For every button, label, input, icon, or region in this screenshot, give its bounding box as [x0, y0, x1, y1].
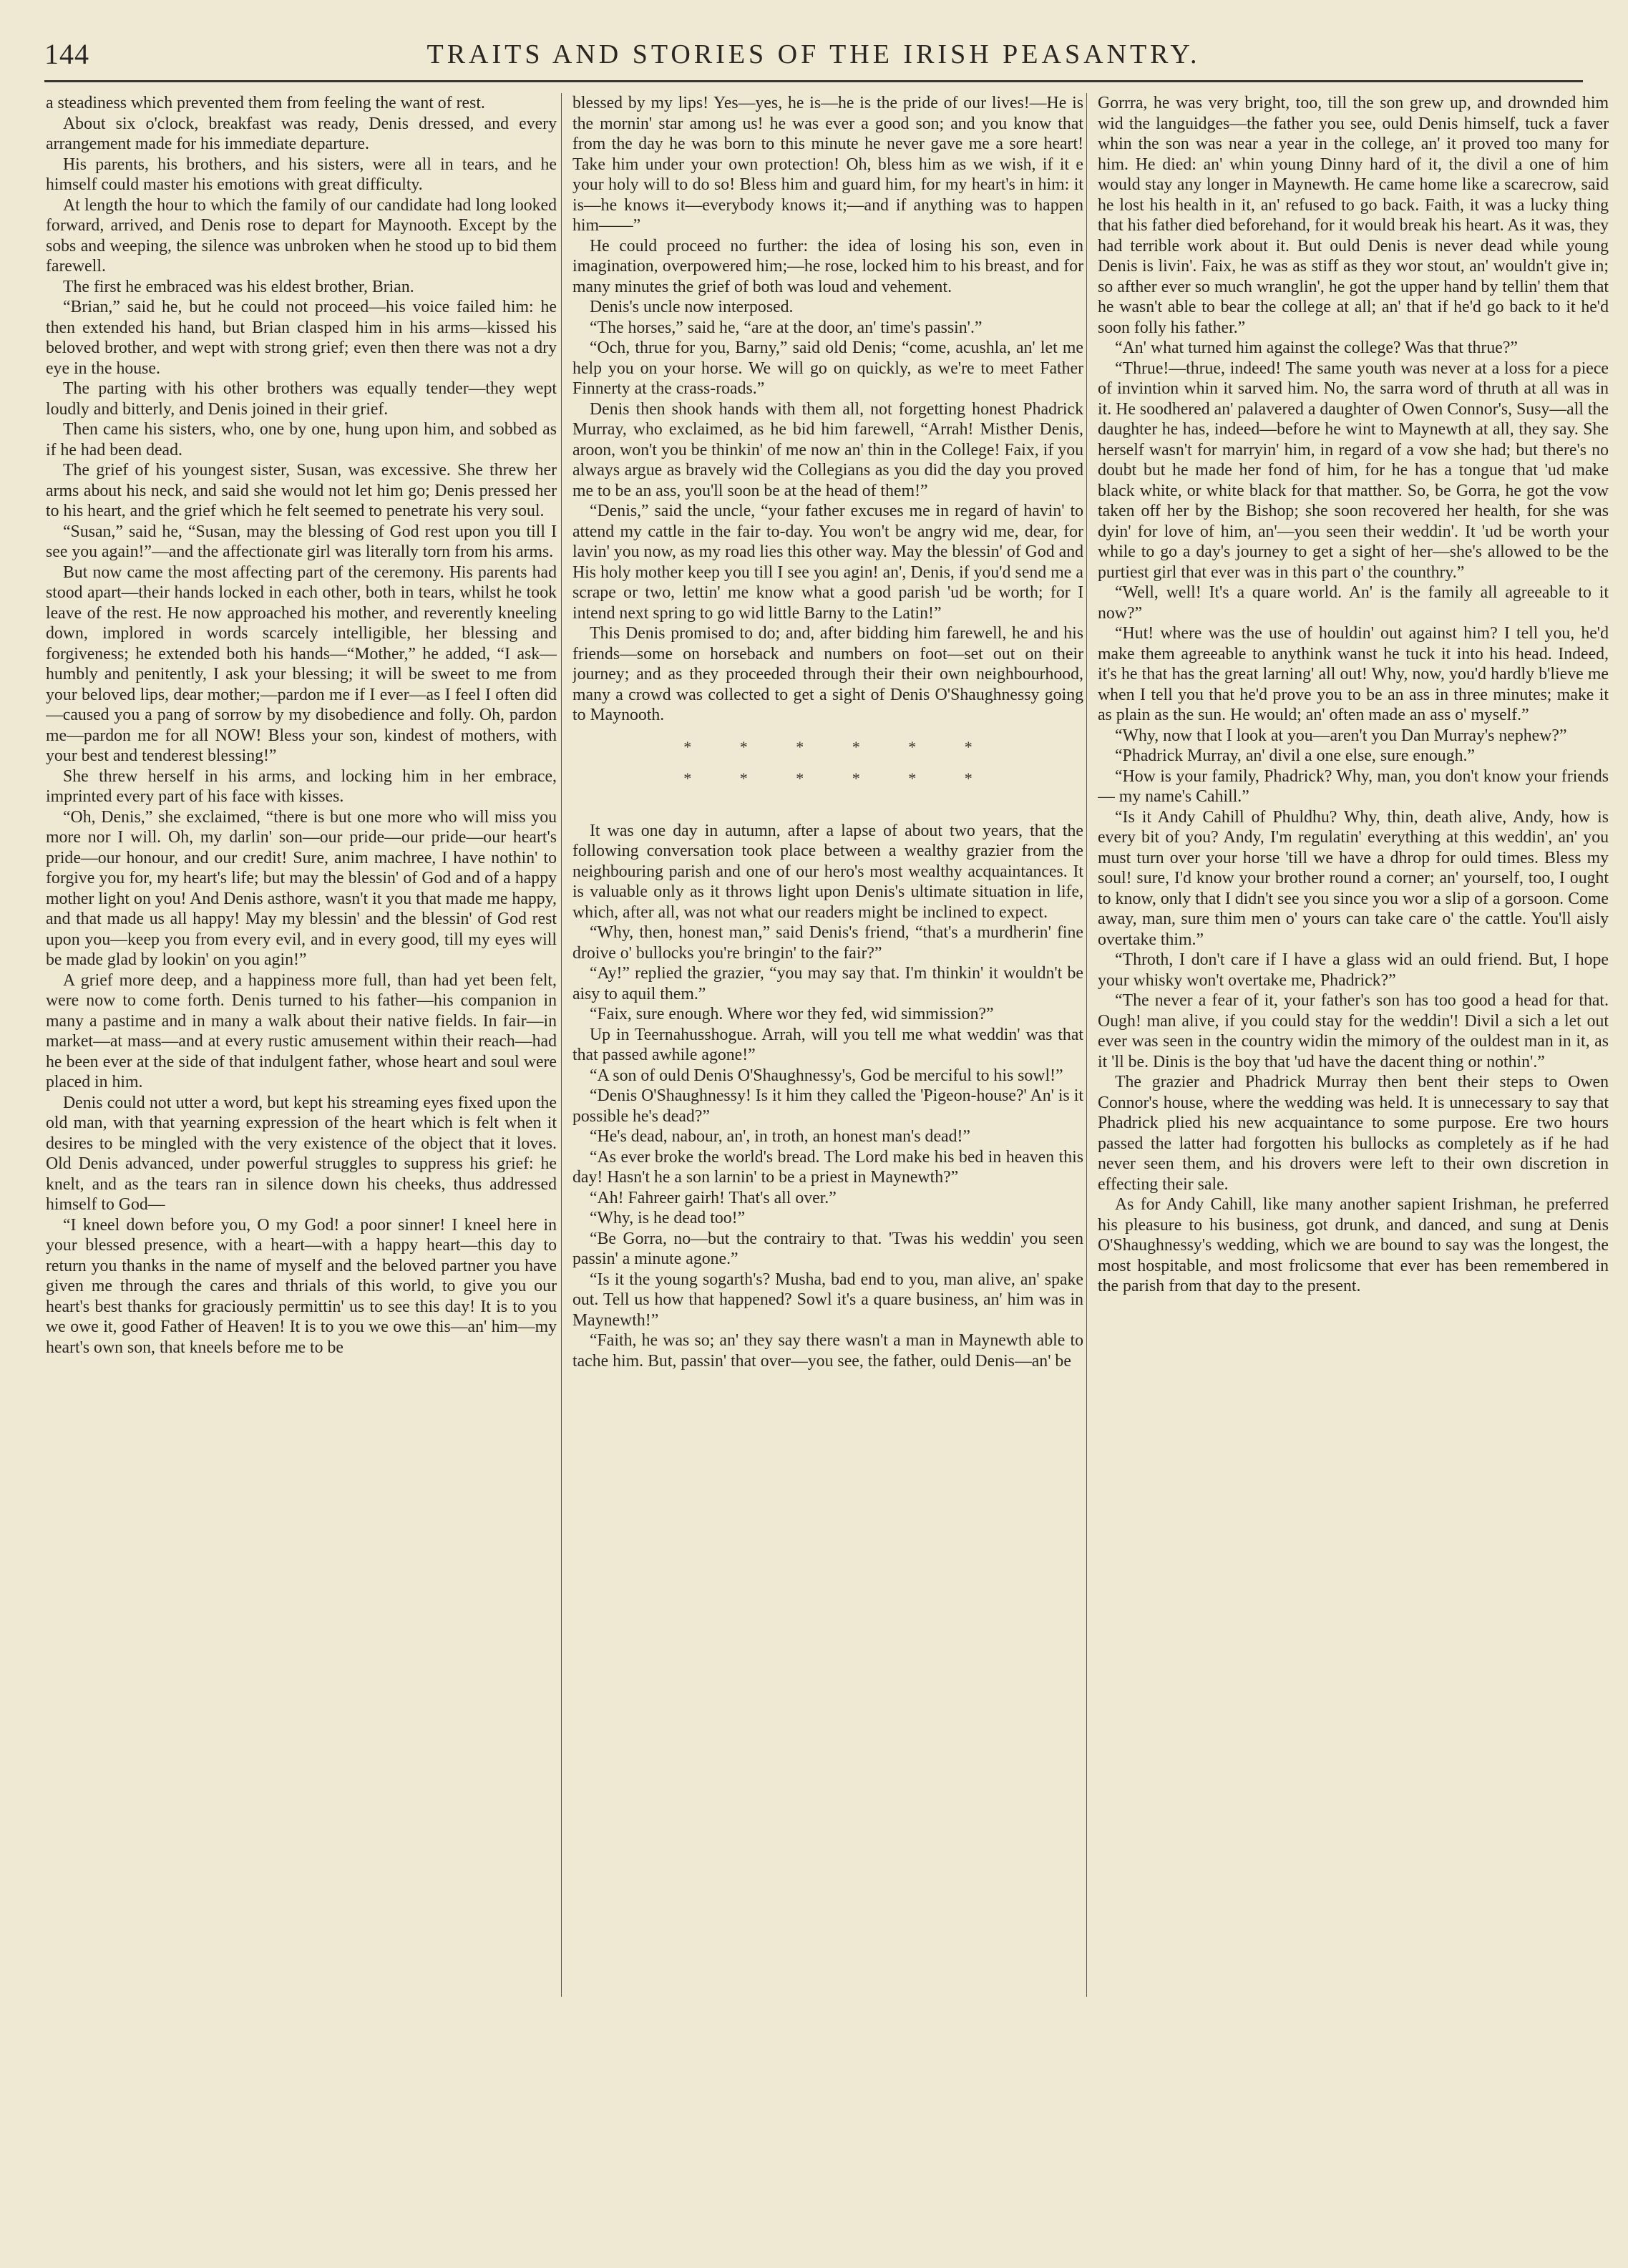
paragraph: “Be Gorra, no—but the contrairy to that. 'Twas his weddin' you seen passin' a minute agone.”: [572, 1229, 1083, 1268]
paragraph: “Ay!” replied the grazier, “you may say that. I'm thinkin' it wouldn't be aisy to aquil them.”: [572, 964, 1083, 1003]
column-separator: [561, 93, 562, 1997]
paragraph: The first he embraced was his eldest brother, Brian.: [63, 277, 414, 296]
paragraph: “Susan,” said he, “Susan, may the blessing of God rest upon you till I see you again!”—and the affectionate girl was literally torn from his arms.: [46, 522, 557, 561]
paragraph: Denis's uncle now interposed.: [590, 298, 794, 316]
paragraph: “Why, now that I look at you—aren't you Dan Murray's nephew?”: [1115, 726, 1567, 745]
paragraph: About six o'clock, breakfast was ready, Denis dressed, and every arrangement made for his immediate departure.: [46, 114, 557, 153]
paragraph: “Ah! Fahreer gairh! That's all over.”: [590, 1188, 837, 1207]
section-break-stars: * * * * * *: [683, 737, 973, 756]
paragraph: blessed by my lips! Yes—yes, he is—he is the pride of our lives!—He is the mornin' star among us! he was ever a good son; and you know that from the day he was born to this minute he never gave me a sore heart! Take him under your own protection! Oh, bless him as we wish, if it e your holy will to do so! Bless him and guard him, for my heart's in him: it is—he knows it—everybody knows it;—and if anything was to happen him——”: [572, 94, 1083, 235]
paragraph: “Oh, Denis,” she exclaimed, “there is but one more who will miss you more nor I will. Oh, my darlin' son—our pride—our pride—our heart's pride—our honour, and our credit! Sure, anim machree, I have nothin' to forgive you for, my heart's life; but may the blessin' of God and of a happy mother light on you! And Denis asthore, wasn't it you that made me happy, and that made us all happy! May my blessin' and the blessin' of God rest upon you—keep you from every evil, and in every good, till my eyes will be made glad by lookin' on you agin!”: [46, 807, 557, 969]
section-break-stars: * * * * * *: [683, 769, 973, 787]
running-title: TRAITS AND STORIES OF THE IRISH PEASANTRY.: [427, 39, 1201, 69]
column-3: [1098, 93, 1609, 2154]
paragraph: This Denis promised to do; and, after bidding him farewell, he and his friends—some on horseback and numbers on foot—set out on their journey; and as they proceeded through their their own neighbourhood, many a crowd was collected to get a sight of Denis O'Shaughnessy going to Maynooth.: [572, 624, 1083, 724]
paragraph: “Brian,” said he, but he could not proceed—his voice failed him: he then extended his hand, but Brian clasped him in his arms—kissed his beloved brother, and wept with strong grief; even then there was not a dry eye in the house.: [46, 298, 557, 378]
paragraph: “Och, thrue for you, Barny,” said old Denis; “come, acushla, an' let me help you on your horse. We will go on quickly, as we're to meet Father Finnerty at the crass-roads.”: [572, 339, 1083, 398]
paragraph: “Faith, he was so; an' they say there wasn't a man in Maynewth able to tache him. But, passin' that over—you see, the father, ould Denis—an' be: [572, 1331, 1083, 1371]
paragraph: “Throth, I don't care if I have a glass wid an ould friend. But, I hope your whisky won't overtake me, Phadrick?”: [1098, 950, 1609, 990]
paragraph: “Is it the young sogarth's? Musha, bad end to you, man alive, an' spake out. Tell us how that happened? Sowl it's a quare business, an' him was in Maynewth!”: [572, 1270, 1083, 1330]
paragraph: A grief more deep, and a happiness more full, than had yet been felt, were now to come forth. Denis turned to his father—his companion in many a pastime and in many a walk about their native fields. In fair—in market—at mass—and at every rustic amusement within their reach—had he been ever at the side of that indulgent father, whose heart and soul were placed in him.: [46, 970, 557, 1091]
paragraph: “Thrue!—thrue, indeed! The same youth was never at a loss for a piece of invintion whin it sarved him. No, the sarra word of thruth at all was in it. He soodhered an' palavered a daughter of Owen Connor's, Susy—all the daughter he has, indeed—before he wint to Maynewth at all, they say. She herself wasn't for marryin' him, in regard of a vow she had; but there's no doubt but he made her fond of him, for he has a tongue that 'ud make black white, or white black for that matther. So, be Gorra, he got the vow taken off her by the Bishop; she soon recovered her health, for she was dyin' for love of him, an'—you seen their weddin'. It 'ud be worth your while to go a day's journey to get a sight of her—she's allowed to be the purtiest girl that ever was in this part o' the counthry.”: [1098, 359, 1609, 582]
paragraph: As for Andy Cahill, like many another sapient Irishman, he preferred his pleasure to his business, got drunk, and danced, and sung at Denis O'Shaughnessy's wedding, which we are bound to say was the longest, the most hospitable, and most frolicsome that ever has been remembered in the parish from that day to the present.: [1098, 1195, 1609, 1295]
header-rule: [44, 80, 1583, 82]
paragraph: “Why, is he dead too!”: [590, 1209, 746, 1227]
paragraph: “Hut! where was the use of houldin' out against him? I tell you, he'd make them agreeable to anythink wanst he tuck it into his head. Indeed, it's he that has the great larning' all out! Why, now, you'd hardly b'lieve me when I tell you that he'd prove you to be an ass in three minutes; make it as plain as the sun. He would; an' often made an ass o' myself.”: [1098, 624, 1609, 724]
paragraph: “Denis,” said the uncle, “your father excuses me in regard of havin' to attend my cattle in the fair to-day. You won't be angry wid me, dear, for lavin' you now, as my road lies this other way. May the blessin' of God and His holy mother keep you till I see you agin! an', Denis, if you'd send me a scrape or two, lettin' me know what a good parish 'ud be worth; for I intend next spring to go wid little Barny to the Latin!”: [572, 502, 1083, 623]
paragraph: His parents, his brothers, and his sisters, were all in tears, and he himself could master his emotions with great difficulty.: [46, 155, 557, 194]
paragraph: a steadiness which prevented them from feeling the want of rest.: [46, 94, 485, 112]
paragraph: “Denis O'Shaughnessy! Is it him they called the 'Pigeon-house?' An' is it possible he's dead?”: [572, 1086, 1083, 1126]
paragraph: But now came the most affecting part of the ceremony. His parents had stood apart—their hands locked in each other, both in tears, whilst he took leave of the rest. He now approached his mother, and reverently kneeling down, implored in words scarcely intelligible, her blessing and forgiveness; he extended both his hands—“Mother,” he added, “I ask—humbly and penitently, I ask your blessing; it will be sweet to me from your beloved lips, dear mother;—pardon me if I ever—as I feel I often did—caused you a pang of sorrow by my disobedience and folly. Oh, pardon me—pardon me for all NOW! Bless your son, kindest of mothers, with your best and tenderest blessing!”: [46, 563, 557, 765]
page-number: 144: [44, 38, 89, 70]
paragraph: “Is it Andy Cahill of Phuldhu? Why, thin, death alive, Andy, how is every bit of you? Andy, I'm regulatin' everything at this weddin', an' you must turn over your horse 'till we have a dhrop for ould times. Bless my soul! sure, I'd know your brother round a corner; an' yourself, too, I ought to know, only that I didn't see you since you wor a slip of a gorsoon. Come away, man, sure thim men o' yours can take care o' the cattle. You'll aisly overtake thim.”: [1098, 807, 1609, 949]
page-header: [44, 34, 1583, 74]
paragraph: “He's dead, nabour, an', in troth, an honest man's dead!”: [590, 1127, 970, 1146]
paragraph: “The never a fear of it, your father's son has too good a head for that. Ough! man alive, if you could stay for the weddin'! Divil a sich a let out ever was seen in the country widin the mimory of the ouldest man in it, as it 'll be. Dinis is the boy that 'ud have the dacent thing or nothin'.”: [1098, 991, 1609, 1071]
paragraph: “Well, well! It's a quare world. An' is the family all agreeable to it now?”: [1098, 583, 1609, 623]
paragraph: Up in Teernahusshogue. Arrah, will you tell me what weddin' was that that passed awhile agone!”: [572, 1025, 1083, 1064]
paragraph: Denis could not utter a word, but kept his streaming eyes fixed upon the old man, with that yearning expression of the heart which is felt when it desires to be mingled with the very existence of the object that it loves. Old Denis advanced, under powerful struggles to suppress his grief: he knelt, and as the tears ran in silence down his cheeks, thus addressed himself to God—: [46, 1093, 557, 1214]
paragraph: He could proceed no further: the idea of losing his son, even in imagination, overpowered him;—he rose, locked him to his breast, and for many minutes the grief of both was loud and vehement.: [572, 236, 1083, 296]
paragraph: The parting with his other brothers was equally tender—they wept loudly and bitterly, and Denis joined in their grief.: [46, 379, 557, 419]
paragraph: She threw herself in his arms, and locking him in her embrace, imprinted every part of his face with kisses.: [46, 766, 557, 806]
paragraph: At length the hour to which the family of our candidate had long looked forward, arrived, and Denis rose to depart for Maynooth. Except by the sobs and weeping, the silence was unbroken when he stood up to bid them farewell.: [46, 195, 557, 276]
paragraph: “Why, then, honest man,” said Denis's friend, “that's a murdherin' fine droive o' bullocks you're bringin' to the fair?”: [572, 923, 1083, 963]
paragraph: “I kneel down before you, O my God! a poor sinner! I kneel here in your blessed presence, with a heart—with a happy heart—this day to return you thanks in the name of myself and the beloved partner you have given me through the cares and thrials of this world, to give you our heart's best thanks for graciously permittin' us to see this day! It is to you we owe it, good Father of Heaven! It is to you we owe this—an' him—my heart's own son, that kneels before me to be: [46, 1215, 557, 1357]
paragraph: “A son of ould Denis O'Shaughnessy's, God be merciful to his sowl!”: [590, 1066, 1063, 1085]
paragraph: Denis then shook hands with them all, not forgetting honest Phadrick Murray, who exclaimed, as he bid him farewell, “Arrah! Misther Denis, aroon, won't you be thinkin' of me now an' thin in the College! Faix, if you always argue as bravely wid the Collegians as you did the day you proved me to be an ass, you'll soon be at the head of them!”: [572, 399, 1083, 500]
column-separator: [1086, 93, 1087, 1997]
paragraph: “The horses,” said he, “are at the door, an' time's passin'.”: [590, 318, 983, 337]
paragraph: “As ever broke the world's bread. The Lord make his bed in heaven this day! Hasn't he a son larnin' to be a priest in Maynewth?”: [572, 1147, 1083, 1187]
paragraph: Gorrra, he was very bright, too, till the son grew up, and drownded him wid the languidges—the father you see, ould Denis himself, tuck a faver whin the son was near a year in the college, an' it proved too many for him. He died: an' whin young Dinny hard of it, the divil a one of him would stay any longer in Maynewth. He came home like a scarecrow, said he lost his health in it, an' refused to go back. Faith, it was a lucky thing that his father died beforehand, for it would break his heart. As it was, they had terrible work about it. But ould Denis is never dead while young Denis is livin'. Faix, he was as stiff as they wor stout, an' wouldn't give in; so afther ever so much wranglin', he got the upper hand by tellin' them that he wasn't able to bear the college at all; an' that if he'd go back to it he'd soon folly his father.”: [1098, 94, 1609, 337]
paragraph: Then came his sisters, who, one by one, hung upon him, and sobbed as if he had been dead.: [46, 420, 557, 459]
paragraph: “How is your family, Phadrick? Why, man, you don't know your friends — my name's Cahill.”: [1098, 766, 1609, 806]
paragraph: “Phadrick Murray, an' divil a one else, sure enough.”: [1115, 746, 1475, 765]
paragraph: The grief of his youngest sister, Susan, was excessive. She threw her arms about his neck, and said she would not let him go; Denis pressed her to his heart, and the grief which he felt seemed to penetrate his very soul.: [46, 461, 557, 520]
column-1: [46, 93, 557, 2154]
paragraph: “An' what turned him against the college? Was that thrue?”: [1115, 339, 1518, 357]
paragraph: “Faix, sure enough. Where wor they fed, wid simmission?”: [590, 1005, 994, 1023]
paragraph: The grazier and Phadrick Murray then bent their steps to Owen Connor's house, where the wedding was held. It is unnecessary to say that Phadrick plied his new acquaintance to some purpose. Ere two hours passed the latter had forgotten his bullocks as completely as if he had never seen them, and his drovers were left to their own discretion in effecting their sale.: [1098, 1073, 1609, 1194]
paragraph: It was one day in autumn, after a lapse of about two years, that the following conversation took place between a wealthy grazier from the neighbouring parish and one of our hero's most wealthy acquaintances. It is valuable only as it throws light upon Denis's ultimate situation in life, which, after all, was not what our readers might be inclined to expect.: [572, 821, 1083, 922]
column-2: [572, 93, 1083, 2154]
